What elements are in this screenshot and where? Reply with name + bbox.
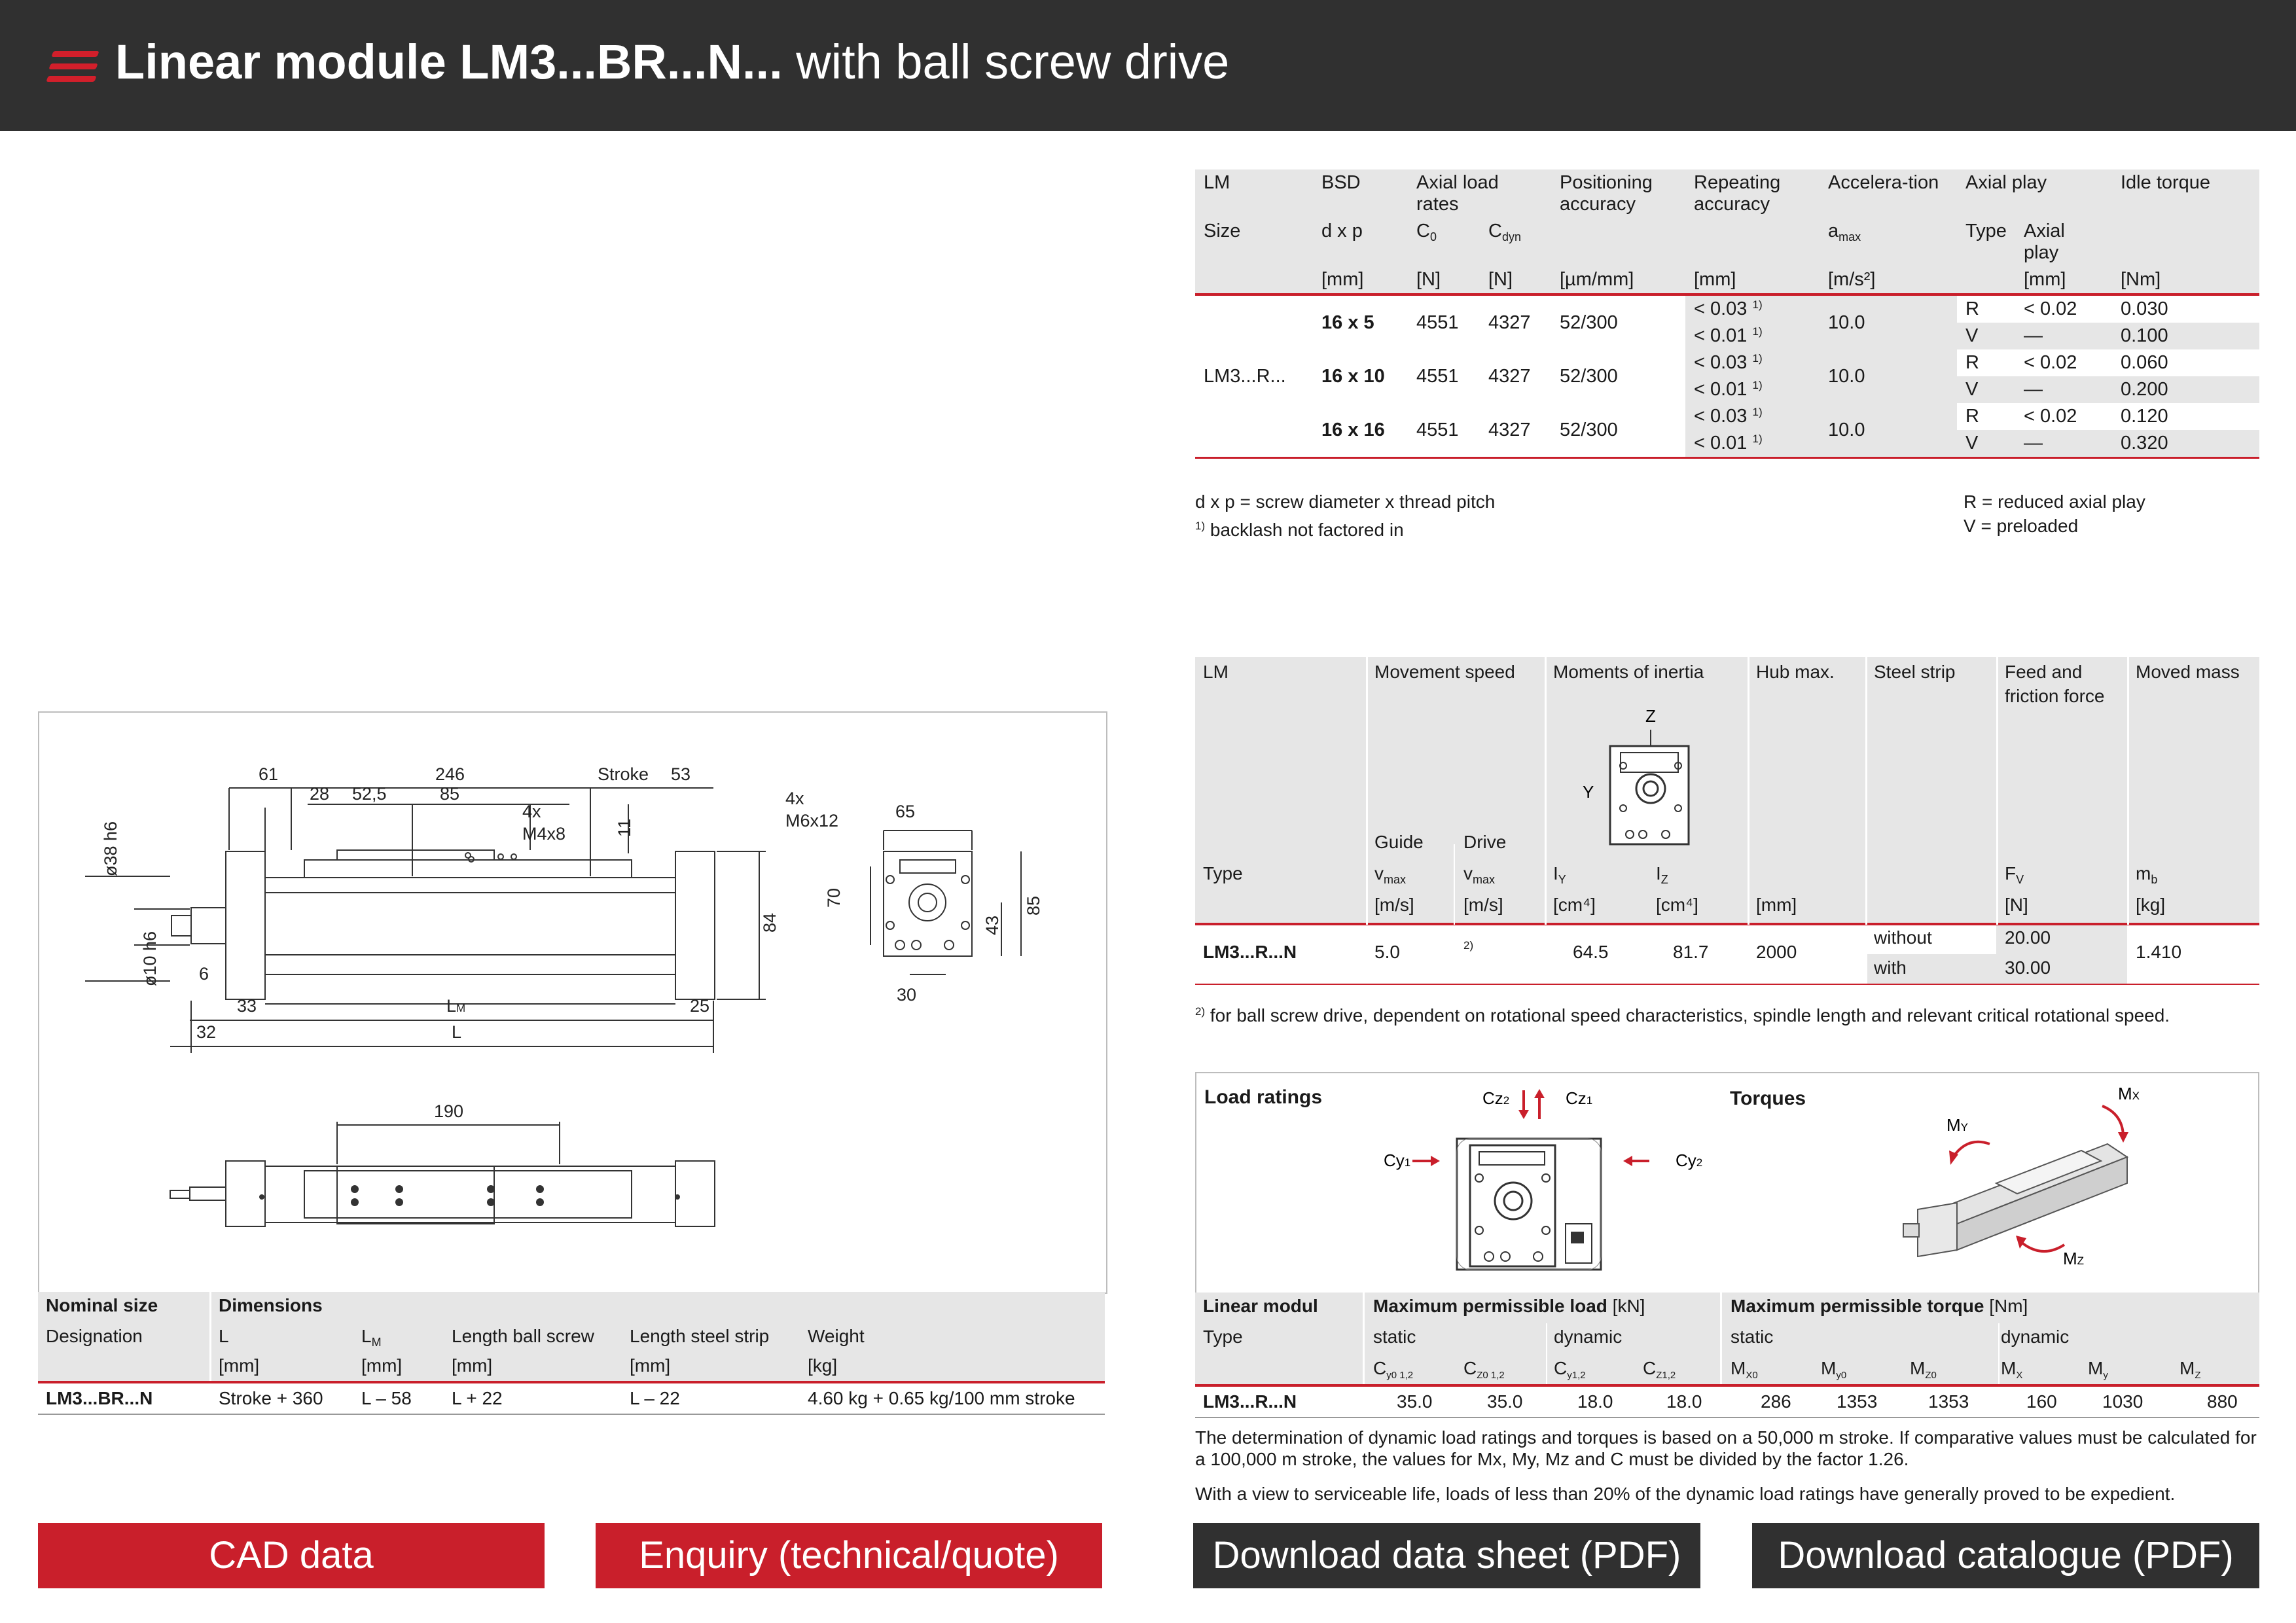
load-ratings-drawing — [1374, 1080, 1715, 1276]
dynamic-label: dynamic — [1554, 1327, 1623, 1347]
weight-label: Weight — [808, 1326, 865, 1346]
dim-33: 33 — [237, 996, 257, 1016]
dim-28: 28 — [310, 784, 330, 804]
load-ratings-title: Load ratings — [1204, 1086, 1323, 1108]
acc-cell: 10.0 — [1820, 349, 1957, 403]
dim-row-steel-strip: L – 22 — [630, 1388, 680, 1408]
col-movement-speed: Movement speed — [1374, 662, 1515, 682]
pos-cell: 52/300 — [1560, 365, 1618, 387]
torque-value: 1353 — [1837, 1391, 1878, 1412]
type-label: Type — [1965, 221, 2007, 241]
unit-ms: [m/s] — [1463, 895, 1503, 915]
dim-row-designation: LM3...BR...N — [46, 1388, 153, 1408]
play-cell: — — [2015, 323, 2112, 349]
rep-cell: < 0.01 $^{1)}$ — [1685, 323, 1820, 349]
type-cell: V — [1957, 430, 2015, 458]
idle-cell: 0.320 — [2112, 430, 2259, 458]
col-positioning: Positioning accuracy — [1560, 172, 1653, 215]
type-cell: R — [1965, 298, 1979, 319]
unit-nm: [Nm] — [2112, 266, 2259, 294]
motion-footnote: $^{2)}$ for ball screw drive, dependent on rotational speed characteristics, spindle length and relevant critical rotational speed. — [1195, 1005, 2170, 1026]
dim-52-5: 52,5 — [352, 784, 387, 804]
unit-n: [N] — [1408, 266, 1480, 294]
sym-cz0: $C_{Z0 1,2}$ — [1463, 1358, 1505, 1381]
brand-logo-icon — [47, 51, 98, 84]
dim-l: L — [452, 1022, 462, 1042]
bsd-cell: 16 x 10 — [1321, 365, 1385, 387]
spec-table — [1195, 169, 2259, 459]
unit-kg: [kg] — [808, 1355, 838, 1376]
unit-mm: [mm] — [452, 1355, 493, 1376]
amax-label: $a_{max}$ — [1828, 221, 1861, 243]
torque-value: 1353 — [1928, 1391, 1969, 1412]
c0-label: $C_0$ — [1416, 221, 1437, 243]
col-idle-torque: Idle torque — [2121, 172, 2211, 193]
spec-notes-left: d x p = screw diameter x thread pitch $^{1)}$ backlash not factored in — [1195, 491, 1496, 540]
dim-61: 61 — [259, 764, 279, 784]
unit-mm: [mm] — [219, 1355, 260, 1376]
download-catalogue-button[interactable]: Download catalogue (PDF) — [1752, 1523, 2259, 1588]
sym-mz0: $M_{Z0}$ — [1910, 1358, 1937, 1381]
dim-38: ø38 h6 — [101, 821, 120, 876]
sym-cy0: $C_{y0 1,2}$ — [1373, 1358, 1414, 1381]
dim-row-ball-screw: L + 22 — [452, 1388, 503, 1408]
cdyn-cell: 4327 — [1480, 403, 1551, 458]
my-label: MY — [1946, 1115, 1969, 1135]
unit-n: [N] — [2005, 895, 2028, 915]
unit-mm: [mm] — [630, 1355, 671, 1376]
dim-84: 84 — [760, 912, 780, 933]
static-label: static — [1373, 1327, 1416, 1347]
loads-row-type: LM3...R...N — [1203, 1391, 1297, 1412]
pos-cell: 52/300 — [1560, 312, 1618, 333]
unit-cm4: [cm⁴] — [1656, 895, 1698, 915]
dim-6: 6 — [199, 964, 209, 984]
col-repeating: Repeating accuracy — [1694, 172, 1781, 215]
guide-value: 5.0 — [1374, 942, 1400, 962]
cy1-label: Cy1 — [1384, 1150, 1411, 1170]
sym-iy: $I_Y$ — [1553, 863, 1566, 886]
type-label: Type — [1203, 1327, 1243, 1347]
col-steel-strip: Steel strip — [1874, 662, 1956, 682]
dim-m6: M6x12 — [785, 811, 839, 830]
static-label: static — [1731, 1327, 1774, 1347]
dynamic-label: dynamic — [2001, 1327, 2070, 1347]
type-cell: R — [1965, 406, 1979, 427]
mz-label: MZ — [2063, 1249, 2085, 1268]
sym-my: $M_y$ — [2088, 1358, 2108, 1381]
inertia-drawing — [1577, 704, 1708, 847]
unit-mm: [mm] — [1313, 266, 1408, 294]
feed-with: 30.00 — [2005, 957, 2051, 978]
idle-cell: 0.030 — [2121, 298, 2168, 319]
col-nominal-size: Nominal size — [46, 1295, 158, 1315]
c0-cell: 4551 — [1416, 365, 1459, 387]
load-value: 18.0 — [1666, 1391, 1702, 1412]
play-cell: < 0.02 — [2024, 406, 2077, 427]
dim-190: 190 — [434, 1101, 464, 1121]
dim-70: 70 — [824, 887, 844, 908]
dim-row-weight: 4.60 kg + 0.65 kg/100 mm stroke — [808, 1388, 1075, 1408]
dim-4x-m6: 4x — [785, 789, 804, 808]
mx-label: MX — [2118, 1084, 2140, 1103]
acc-cell: 10.0 — [1820, 403, 1957, 458]
axis-z-label: Z — [1645, 706, 1656, 726]
length-ball-screw-label: Length ball screw — [452, 1326, 594, 1346]
dxp-label: d x p — [1321, 221, 1363, 241]
torque-value: 286 — [1761, 1391, 1791, 1412]
size-label: Size — [1204, 221, 1241, 241]
idle-cell: 0.200 — [2112, 376, 2259, 403]
c0-cell: 4551 — [1408, 403, 1480, 458]
col-acceleration: Accelera-tion — [1828, 172, 1939, 193]
col-moments-inertia: Moments of inertia — [1553, 662, 1704, 682]
unit-mm: [mm] — [1685, 266, 1820, 294]
loads-note-1: The determination of dynamic load ratings and torques is based on a 50,000 m stroke. If comparative values must be calculated for a 100,000 m stroke, the values for Mx, My, Mz and C must be divided by the factor 1.26. — [1195, 1427, 2257, 1469]
designation-label: Designation — [46, 1326, 143, 1346]
type-label: Type — [1203, 863, 1243, 883]
download-datasheet-button[interactable]: Download data sheet (PDF) — [1193, 1523, 1700, 1588]
dim-10: ø10 h6 — [140, 931, 160, 986]
type-cell: V — [1957, 323, 2015, 349]
play-cell: — — [2015, 376, 2112, 403]
dim-32: 32 — [196, 1022, 217, 1042]
col-dimensions: Dimensions — [219, 1295, 323, 1315]
col-hub-max: Hub max. — [1756, 662, 1835, 682]
hub-value: 2000 — [1756, 942, 1797, 962]
dim-25: 25 — [690, 996, 710, 1016]
sym-mx: $M_X$ — [2001, 1358, 2023, 1381]
sym-mz: $M_Z$ — [2179, 1358, 2201, 1381]
technical-drawing — [39, 713, 1105, 1291]
dim-11: 11 — [615, 818, 634, 837]
loads-note-2: With a view to serviceable life, loads of less than 20% of the dynamic load ratings have generally proved to be expedient. — [1195, 1484, 2176, 1504]
bsd-cell: 16 x 16 — [1313, 403, 1408, 458]
col-max-load: Maximum permissible load [kN] — [1373, 1296, 1645, 1316]
rep-cell: < 0.03 $^{1)}$ — [1685, 349, 1820, 376]
idle-cell: 0.100 — [2112, 323, 2259, 349]
load-value: 35.0 — [1397, 1391, 1433, 1412]
sym-vmax-drive: $v_{max}$ — [1463, 863, 1496, 886]
cz1-label: Cz1 — [1566, 1088, 1593, 1108]
unit-accel: [m/s²] — [1820, 266, 1957, 294]
enquiry-button[interactable]: Enquiry (technical/quote) — [596, 1523, 1102, 1588]
cdyn-label: $C_{dyn}$ — [1488, 221, 1521, 243]
drive-value: 2) — [1463, 939, 1474, 952]
torques-drawing — [1865, 1079, 2140, 1281]
unit-um: [µm/mm] — [1551, 266, 1685, 294]
iz-value: 81.7 — [1673, 942, 1709, 962]
c0-cell: 4551 — [1416, 312, 1459, 333]
dim-43: 43 — [982, 915, 1002, 935]
play-cell: < 0.02 — [2024, 352, 2077, 373]
dim-85-end: 85 — [1024, 895, 1043, 916]
dim-53: 53 — [671, 764, 691, 784]
lm-size-cell: LM3...R... — [1195, 294, 1313, 458]
col-axial-load: Axial load rates — [1416, 172, 1499, 215]
unit-mm: [mm] — [361, 1355, 403, 1376]
sym-fv: $F_V$ — [2005, 863, 2024, 886]
strip-without: without — [1874, 927, 1932, 948]
dim-stroke: Stroke — [598, 764, 649, 784]
cdyn-cell: 4327 — [1488, 312, 1531, 333]
torque-value: 1030 — [2102, 1391, 2144, 1412]
l-label: L — [219, 1326, 229, 1346]
play-label: Axial play — [2024, 221, 2065, 263]
dim-30: 30 — [897, 985, 917, 1005]
type-cell: R — [1965, 352, 1979, 373]
cz2-label: Cz2 — [1482, 1088, 1510, 1108]
unit-cm4: [cm⁴] — [1553, 895, 1596, 915]
torques-title: Torques — [1730, 1088, 1806, 1109]
length-steel-strip-label: Length steel strip — [630, 1326, 770, 1346]
acc-cell: 10.0 — [1820, 294, 1957, 349]
spec-notes-right: R = reduced axial play V = preloaded — [1964, 491, 2145, 536]
col-max-torque: Maximum permissible torque [Nm] — [1731, 1296, 2028, 1316]
mass-value: 1.410 — [2136, 942, 2182, 962]
torque-value: 880 — [2207, 1391, 2238, 1412]
col-bsd: BSD — [1321, 172, 1361, 193]
idle-cell: 0.120 — [2121, 406, 2168, 427]
dim-m4: M4x8 — [522, 824, 566, 844]
page-title: Linear module LM3...BR...N... with ball screw drive — [115, 35, 1230, 89]
dim-65: 65 — [895, 802, 916, 821]
rep-cell: < 0.01 $^{1)}$ — [1685, 430, 1820, 458]
col-axial-play: Axial play — [1965, 172, 2047, 193]
dim-lm: LM — [446, 996, 466, 1016]
unit-ms: [m/s] — [1374, 895, 1414, 915]
dim-246: 246 — [435, 764, 465, 784]
sym-mx0: $M_{X0}$ — [1731, 1358, 1758, 1381]
sym-iz: $I_Z$ — [1656, 863, 1668, 886]
strip-with: with — [1874, 957, 1907, 978]
sym-vmax-guide: $v_{max}$ — [1374, 863, 1407, 886]
dim-row-l: Stroke + 360 — [219, 1388, 323, 1408]
cdyn-cell: 4327 — [1488, 365, 1531, 387]
unit-n: [N] — [1480, 266, 1551, 294]
lm-label: $L_M$ — [361, 1326, 382, 1349]
rep-cell: < 0.01 $^{1)}$ — [1685, 376, 1820, 403]
idle-cell: 0.060 — [2121, 352, 2168, 373]
sym-cy: $C_{y1,2}$ — [1554, 1358, 1586, 1381]
drive-label: Drive — [1463, 832, 1507, 852]
load-value: 18.0 — [1577, 1391, 1613, 1412]
dim-4x: 4x — [522, 802, 541, 821]
col-moved-mass: Moved mass — [2136, 662, 2240, 682]
pos-cell: 52/300 — [1551, 403, 1685, 458]
col-lm: LM — [1204, 172, 1230, 193]
guide-label: Guide — [1374, 832, 1424, 852]
motion-row-type: LM3...R...N — [1203, 942, 1297, 962]
rep-cell: < 0.03 $^{1)}$ — [1685, 403, 1820, 430]
cad-data-button[interactable]: CAD data — [38, 1523, 545, 1588]
unit-mm: [mm] — [2015, 266, 2112, 294]
unit-mm: [mm] — [1756, 895, 1797, 915]
type-cell: V — [1957, 376, 2015, 403]
rep-cell: < 0.03 $^{1)}$ — [1685, 294, 1820, 323]
torque-value: 160 — [2026, 1391, 2057, 1412]
dim-85: 85 — [440, 784, 460, 804]
iy-value: 64.5 — [1573, 942, 1609, 962]
feed-without: 20.00 — [2005, 927, 2051, 948]
sym-mb: $m_b$ — [2136, 863, 2158, 886]
sym-cz: $C_{Z1,2}$ — [1643, 1358, 1676, 1381]
load-value: 35.0 — [1487, 1391, 1523, 1412]
cy2-label: Cy2 — [1676, 1150, 1703, 1170]
play-cell: < 0.02 — [2024, 298, 2077, 319]
col-feed-friction: Feed and friction force — [2005, 662, 2105, 706]
page-header — [0, 0, 2296, 131]
col-linear-modul: Linear modul — [1203, 1296, 1318, 1316]
sym-my0: $M_{y0}$ — [1821, 1358, 1847, 1381]
bsd-cell: 16 x 5 — [1321, 312, 1374, 333]
unit-kg: [kg] — [2136, 895, 2166, 915]
play-cell: — — [2015, 430, 2112, 458]
col-lm: LM — [1203, 662, 1229, 682]
axis-y-label: Y — [1583, 782, 1594, 802]
dim-row-lm: L – 58 — [361, 1388, 412, 1408]
